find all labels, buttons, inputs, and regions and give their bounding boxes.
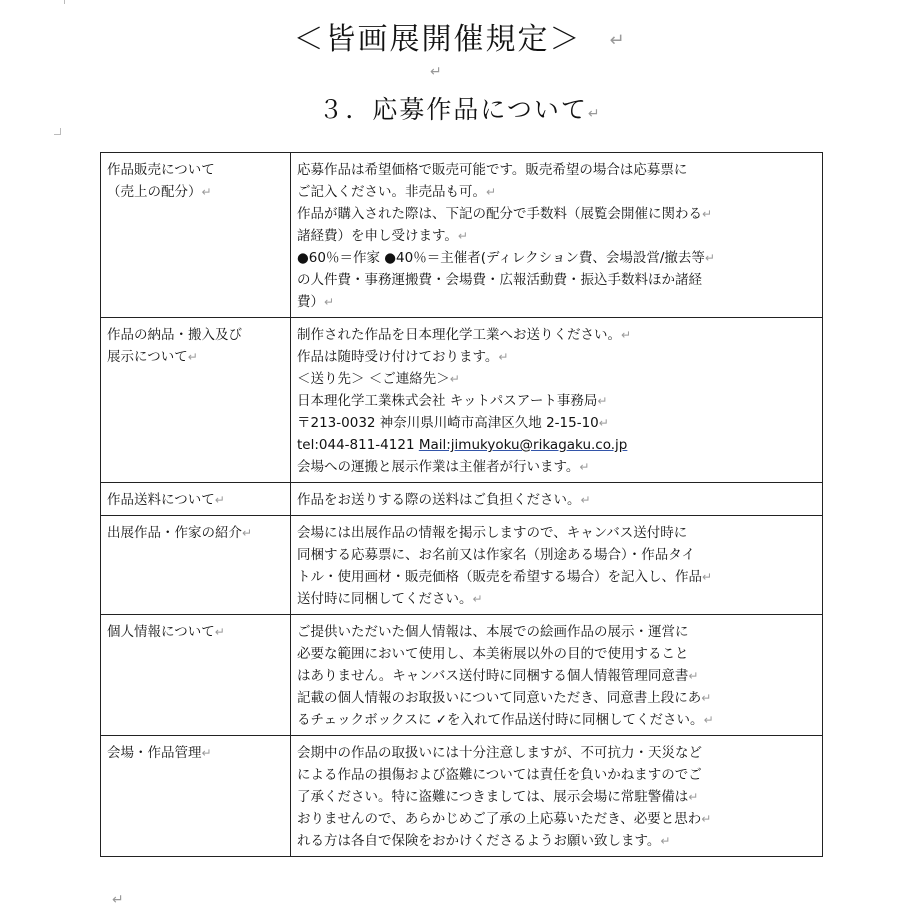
row-label-text: 展示について: [107, 349, 188, 365]
row-body-text: 作品が購入された際は、下記の配分で手数料（展覧会開催に関わる: [297, 206, 702, 222]
row-body-line: [297, 434, 814, 456]
return-mark: ↵: [598, 416, 609, 430]
row-body-line: [297, 522, 814, 544]
row-body-text: ご記入ください。非売品も可。: [297, 184, 486, 200]
row-body-line: [297, 291, 814, 313]
row-label-line: [107, 621, 282, 643]
table-row: [101, 516, 823, 615]
return-mark: ↵: [486, 185, 497, 199]
row-body-text: 会期中の作品の取扱いには十分注意しますが、不可抗力・天災など: [297, 745, 702, 761]
table-row: [101, 615, 823, 736]
return-mark: ↵: [242, 526, 253, 540]
row-label-line: [107, 346, 282, 368]
return-mark: ↵: [449, 372, 460, 386]
return-mark: ↵: [587, 106, 602, 122]
return-mark: ↵: [324, 295, 335, 309]
row-body-text: の人件費・事務運搬費・会場費・広報活動費・振込手数料ほか諸経: [297, 272, 702, 288]
row-label-text: 作品の納品・搬入及び: [107, 327, 242, 343]
row-body-line: [297, 269, 814, 291]
row-body-line: [297, 786, 814, 808]
document-title: [0, 14, 920, 58]
row-label-line: [107, 522, 282, 544]
row-body-line: [297, 643, 814, 665]
row-body-line: [297, 412, 814, 434]
row-label-line: [107, 324, 282, 346]
row-label-cell: [101, 153, 291, 318]
row-body-text: 会場には出展作品の情報を掲示しますので、キャンバス送付時に: [297, 525, 688, 541]
row-label-cell: [101, 615, 291, 736]
row-body-text: れる方は各自で保険をおかけくださるようお願い致します。: [297, 833, 661, 849]
section-title-text: ３．応募作品について: [318, 95, 588, 124]
return-mark: ↵: [609, 30, 627, 51]
row-label-text: 出展作品・作家の紹介: [107, 525, 242, 541]
row-label-text: 作品送料について: [107, 492, 215, 508]
table-row: [101, 318, 823, 483]
return-mark: ↵: [472, 592, 483, 606]
row-body-text: 応募作品は希望価格で販売可能です。販売希望の場合は応募票に: [297, 162, 688, 178]
row-body-cell: [291, 153, 823, 318]
return-mark: ↵: [704, 251, 715, 265]
return-mark: ↵: [498, 350, 509, 364]
row-body-line: [297, 346, 814, 368]
return-mark: ↵: [597, 394, 608, 408]
row-label-text: 個人情報について: [107, 624, 215, 640]
row-body-line: [297, 456, 814, 478]
return-mark: ↵: [701, 691, 712, 705]
row-body-line: [297, 588, 814, 610]
row-body-line: [297, 566, 814, 588]
return-mark: ↵: [214, 493, 225, 507]
row-body-text: 必要な範囲において使用し、本美術展以外の目的で使用すること: [297, 646, 689, 662]
return-mark: ↵: [702, 570, 713, 584]
row-label-text: （売上の配分）: [107, 184, 202, 200]
row-body-text: 費）: [297, 294, 324, 310]
return-mark: ↵: [621, 328, 632, 342]
page-corner-mark: [58, 0, 65, 4]
row-body-text: 同梱する応募票に、お名前又は作家名（別途ある場合）・作品タイ: [297, 547, 695, 563]
row-body-line: [297, 225, 814, 247]
row-body-cell: [291, 318, 823, 483]
row-body-text: 会場への運搬と展示作業は主催者が行います。: [297, 459, 580, 475]
row-body-line: [297, 709, 814, 731]
return-mark: ↵: [201, 746, 212, 760]
return-mark: ↵: [201, 185, 212, 199]
row-body-text: 作品をお送りする際の送料はご負担ください。: [297, 492, 581, 508]
rules-table: [100, 152, 823, 857]
row-label-line: [107, 181, 282, 203]
row-label-cell: [101, 483, 291, 516]
row-label-text: 作品販売について: [107, 162, 215, 178]
return-mark: ↵: [703, 713, 714, 727]
table-row: [101, 736, 823, 857]
table-row: [101, 153, 823, 318]
row-body-text: による作品の損傷および盗難については責任を負いかねますのでご: [297, 767, 702, 783]
row-body-line: [297, 544, 814, 566]
return-mark: ↵: [214, 625, 225, 639]
row-body-line: [297, 665, 814, 687]
row-body-line: [297, 159, 814, 181]
row-body-line: [297, 324, 814, 346]
end-paragraph-mark: ↵: [112, 892, 124, 908]
row-body-cell: [291, 516, 823, 615]
return-mark: ↵: [702, 207, 713, 221]
row-body-text: 日本理化学工業株式会社 キットパスアート事務局: [297, 393, 598, 409]
email-link[interactable]: Mail:jimukyoku@rikagaku.co.jp: [418, 437, 628, 453]
row-body-text: 制作された作品を日本理化学工業へお送りください。: [297, 327, 621, 343]
document-title-text: ＜皆画展開催規定＞: [293, 22, 582, 57]
row-body-line: [297, 687, 814, 709]
row-label-text: 会場・作品管理: [107, 745, 202, 761]
return-mark: ↵: [660, 834, 671, 848]
row-label-cell: [101, 516, 291, 615]
row-body-line: [297, 181, 814, 203]
row-body-line: [297, 368, 814, 390]
return-mark: ↵: [579, 460, 590, 474]
empty-paragraph-mark: ↵: [430, 64, 442, 80]
row-body-text: 諸経費）を申し受けます。: [297, 228, 458, 244]
row-label-cell: [101, 736, 291, 857]
row-body-line: [297, 390, 814, 412]
row-label-line: [107, 489, 282, 511]
return-mark: ↵: [688, 669, 699, 683]
section-title: [0, 90, 920, 126]
row-body-cell: [291, 483, 823, 516]
return-mark: ↵: [580, 493, 591, 507]
row-body-line: [297, 830, 814, 852]
row-body-text: ●60％＝作家 ●40％＝主催者(ディレクション費、会場設営/撤去等: [297, 250, 705, 266]
row-body-text: トル・使用画材・販売価格（販売を希望する場合）を記入し、作品: [297, 569, 702, 585]
row-body-text: 作品は随時受け付けております。: [297, 349, 499, 365]
row-body-line: [297, 203, 814, 225]
row-label-cell: [101, 318, 291, 483]
row-body-line: [297, 489, 814, 511]
margin-corner-mark: [54, 128, 61, 135]
table-row: [101, 483, 823, 516]
return-mark: ↵: [187, 350, 198, 364]
return-mark: ↵: [688, 790, 699, 804]
row-body-line: [297, 764, 814, 786]
row-body-text: tel:044-811-4121: [297, 437, 419, 453]
row-body-cell: [291, 736, 823, 857]
row-body-line: [297, 808, 814, 830]
row-label-line: [107, 159, 282, 181]
row-body-text: 〒213-0032 神奈川県川崎市高津区久地 2-15-10: [297, 415, 599, 431]
row-body-text: 記載の個人情報のお取扱いについて同意いただき、同意書上段にあ: [297, 690, 702, 706]
row-body-text: るチェックボックスに ✓を入れて作品送付時に同梱してください。: [297, 712, 704, 728]
row-body-text: ＜送り先＞ ＜ご連絡先＞: [297, 371, 450, 387]
row-body-line: [297, 247, 814, 269]
row-body-line: [297, 742, 814, 764]
row-body-text: はありません。キャンバス送付時に同梱する個人情報管理同意書: [297, 668, 689, 684]
row-body-cell: [291, 615, 823, 736]
return-mark: ↵: [457, 229, 468, 243]
return-mark: ↵: [701, 812, 712, 826]
row-body-text: おりませんので、あらかじめご了承の上応募いただき、必要と思わ: [297, 811, 702, 827]
row-body-text: 了承ください。特に盗難につきましては、展示会場に常駐警備は: [297, 789, 689, 805]
row-label-line: [107, 742, 282, 764]
row-body-text: 送付時に同梱してください。: [297, 591, 473, 607]
row-body-line: [297, 621, 814, 643]
row-body-text: ご提供いただいた個人情報は、本展での絵画作品の展示・運営に: [297, 624, 689, 640]
